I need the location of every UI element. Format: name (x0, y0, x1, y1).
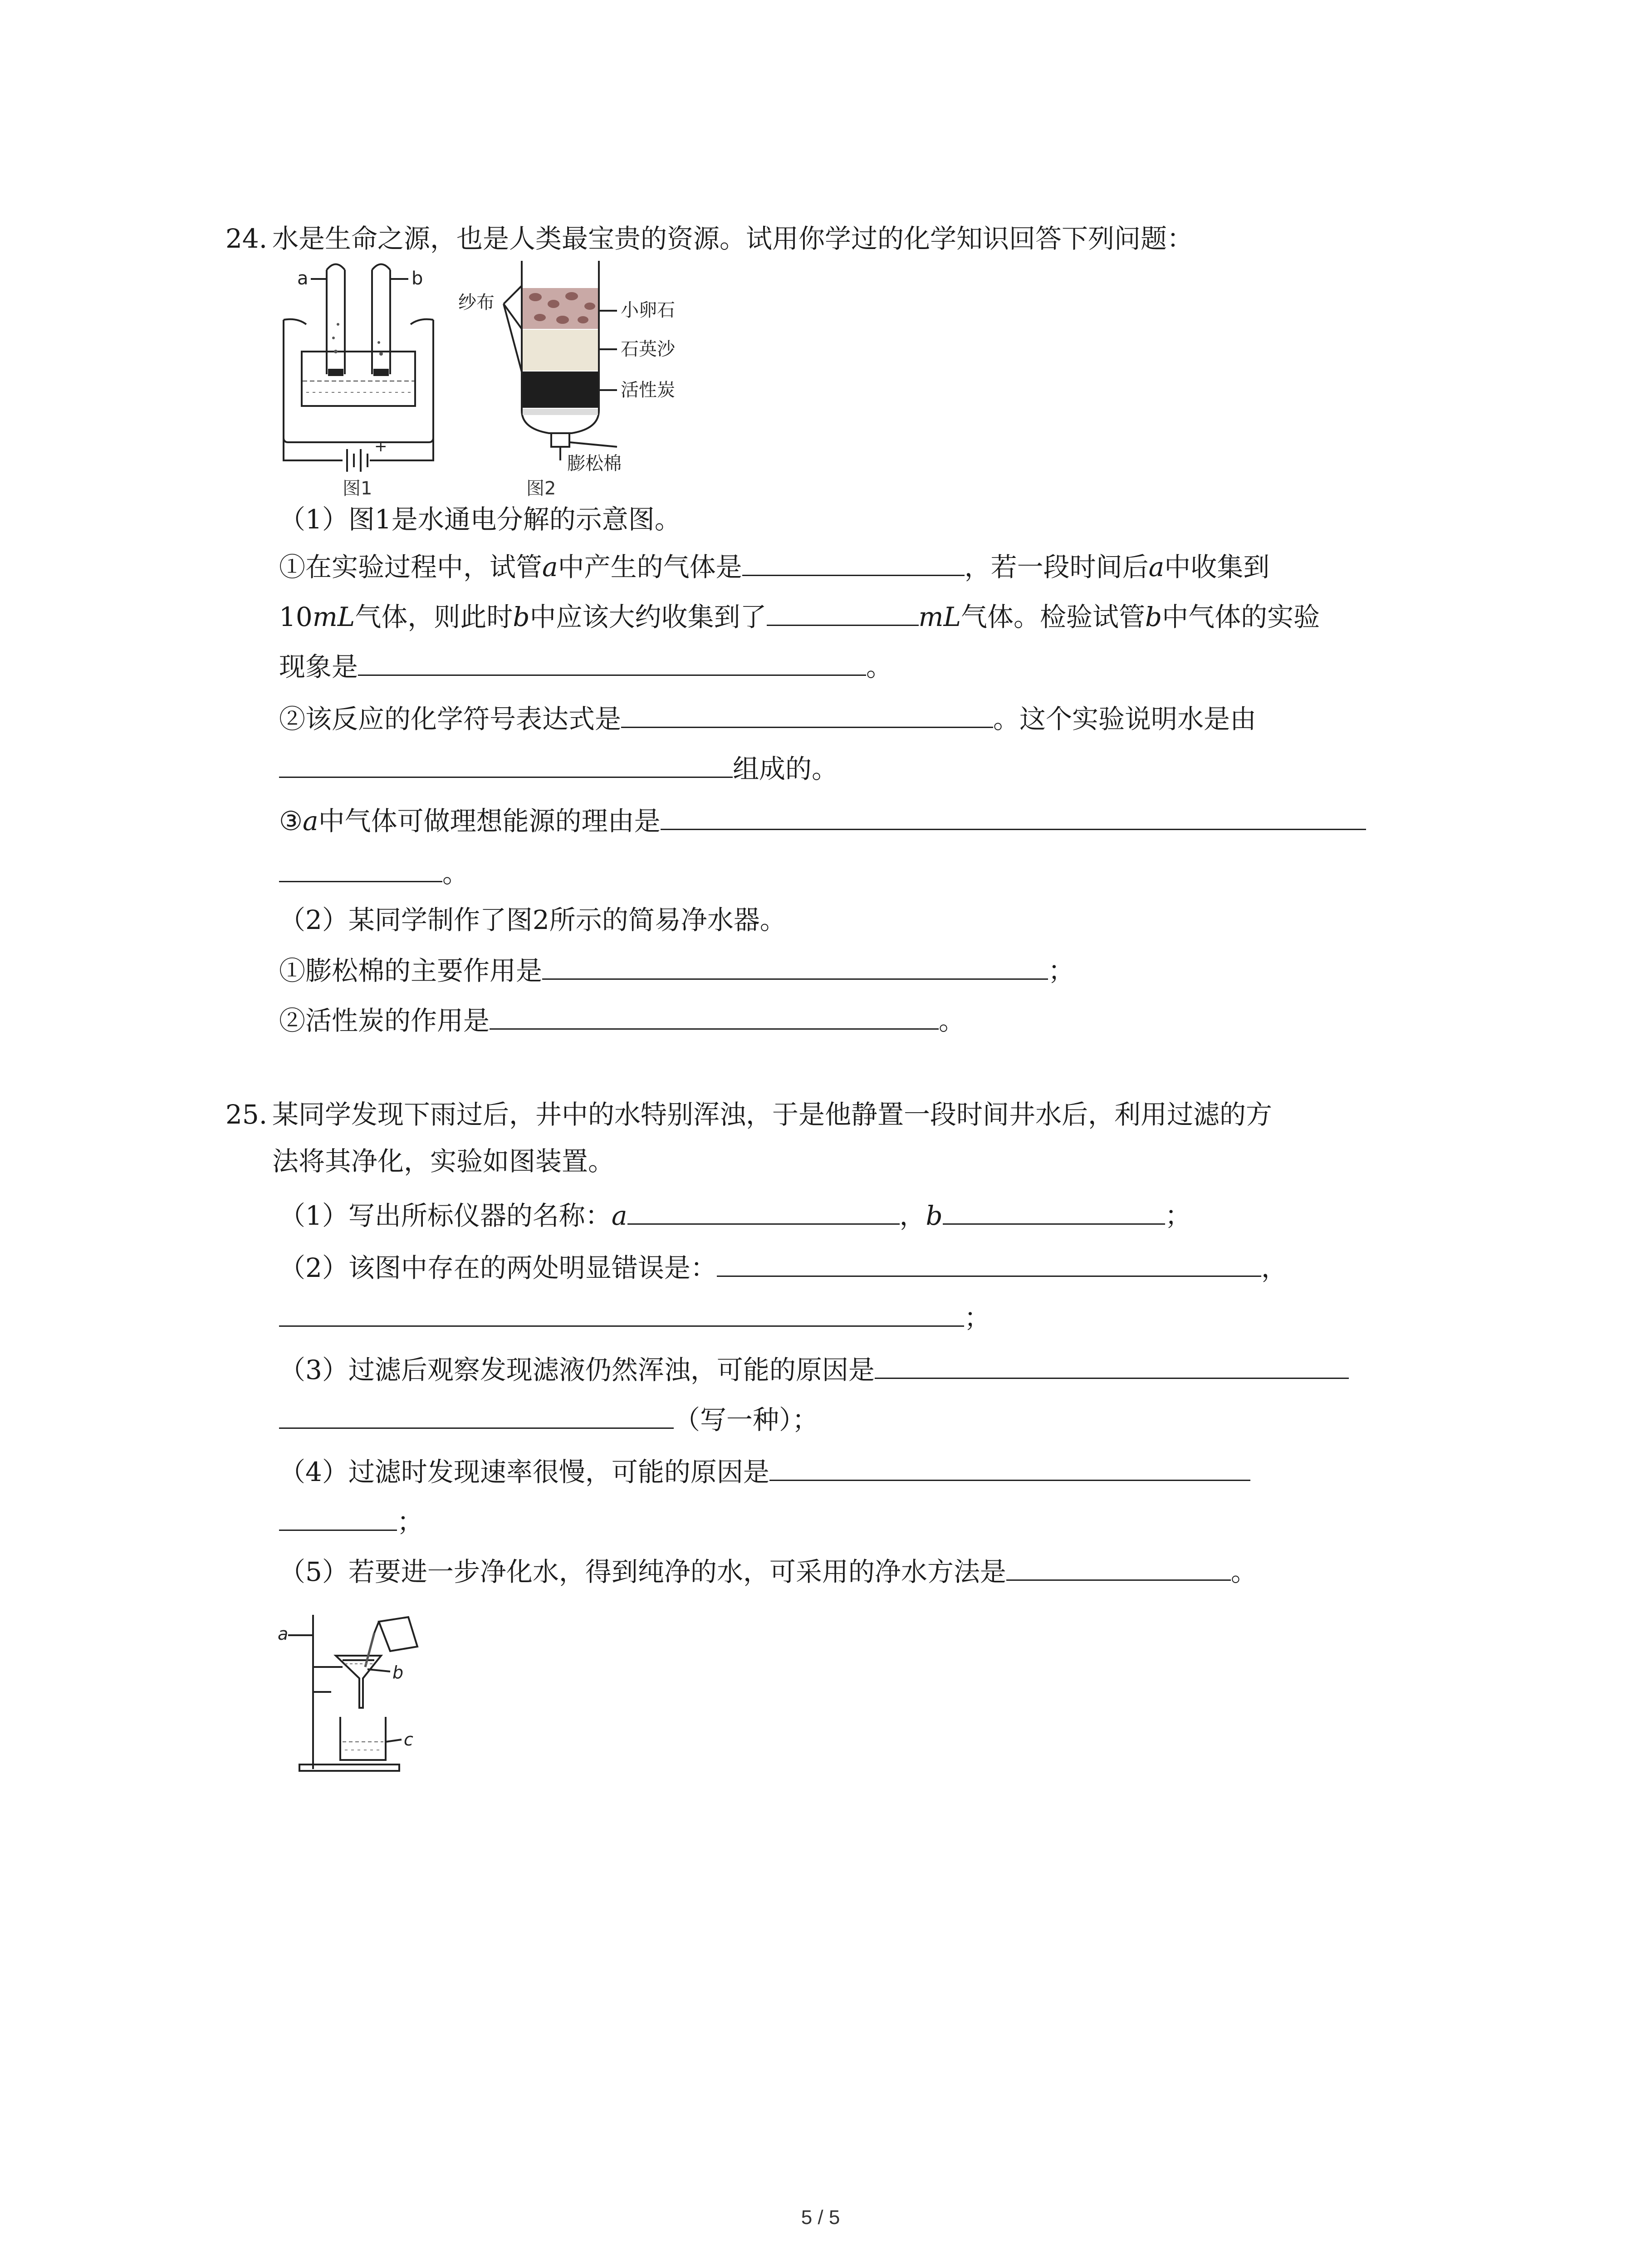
text: ①膨松棉的主要作用是 (279, 955, 543, 986)
answer-blank-slow-reason-cont[interactable] (279, 1501, 397, 1531)
fig1-label-a: a (297, 268, 309, 289)
text: ①在实验过程中，试管 (279, 552, 543, 582)
var-a: a (611, 1200, 627, 1231)
text: （3）过滤后观察发现滤液仍然浑浊，可能的原因是 (279, 1354, 875, 1385)
text: 10 (279, 601, 313, 632)
page-number: 5 / 5 (801, 2206, 840, 2229)
q25-stem-1: 某同学发现下雨过后，井中的水特别浑浊，于是他静置一段时间井水后，利用过滤的方 (272, 1099, 1273, 1130)
purifier-figure (458, 261, 694, 497)
q25-number: 25. (225, 1099, 268, 1130)
text: （2）该图中存在的两处明显错误是： (279, 1252, 717, 1283)
answer-blank-carbon[interactable] (490, 1000, 939, 1030)
text: ； (1048, 955, 1075, 986)
q25-sub2-cont (279, 1297, 990, 1336)
filtration-label-a: a (278, 1624, 289, 1644)
answer-blank-phenomenon[interactable] (358, 646, 866, 676)
text: ， (899, 1200, 926, 1231)
text: 中收集到 (1164, 552, 1270, 582)
q24-line2 (279, 596, 1320, 635)
filtration-label-b: b (392, 1662, 404, 1682)
q24-part1: （1）图1是水通电分解的示意图。 (279, 504, 681, 535)
var-a: a (542, 552, 558, 582)
answer-blank-instrument-b[interactable] (943, 1195, 1165, 1225)
q25-sub1 (279, 1195, 1191, 1234)
answer-blank-error-1[interactable] (717, 1247, 1261, 1277)
text: ③ (279, 806, 303, 836)
text: （1）写出所标仪器的名称： (279, 1200, 612, 1231)
fig2-quartz: 石英沙 (621, 339, 675, 360)
q24-line5 (279, 748, 838, 787)
fig2-carbon: 活性炭 (621, 380, 675, 401)
fig1-caption: 图1 (343, 478, 372, 497)
text: （5）若要进一步净化水，得到纯净的水，可采用的净水方法是 (279, 1556, 1006, 1587)
text: ； (964, 1302, 991, 1333)
text: ； (397, 1506, 424, 1537)
text: 中气体的实验 (1162, 601, 1320, 632)
answer-blank-purify-method[interactable] (1006, 1551, 1231, 1581)
text: 中产生的气体是 (558, 552, 742, 582)
q24-line9 (279, 1000, 965, 1039)
q24-line7 (279, 853, 469, 891)
text: ，若一段时间后 (964, 552, 1149, 582)
var-b: b (926, 1200, 943, 1231)
q24-number: 24. (225, 223, 268, 254)
q25-stem-2: 法将其净化，实验如图装置。 (272, 1146, 615, 1177)
q25-sub4 (279, 1452, 1250, 1490)
text: 。 (442, 858, 469, 889)
text: ②活性炭的作用是 (279, 1005, 490, 1036)
fig2-pebbles: 小卵石 (621, 300, 675, 321)
q24-line3 (279, 646, 892, 685)
answer-blank-reason[interactable] (661, 801, 1366, 830)
text: ， (1261, 1252, 1288, 1283)
answer-blank-turbid-reason[interactable] (875, 1349, 1349, 1379)
fig2-gauze: 纱布 (458, 292, 495, 313)
fig1-label-b: b (411, 268, 423, 289)
text: 气体。检验试管 (961, 601, 1146, 632)
q25-sub2 (279, 1247, 1288, 1286)
text: 。 (1230, 1556, 1257, 1587)
text: 。这个实验说明水是由 (993, 704, 1257, 734)
answer-blank-gas-a[interactable] (742, 547, 965, 576)
fig2-caption: 图2 (526, 478, 556, 497)
text: ②该反应的化学符号表达式是 (279, 704, 622, 734)
filtration-label-c: c (404, 1730, 413, 1750)
electrolysis-figure (279, 261, 442, 497)
q25-sub5 (279, 1551, 1257, 1590)
answer-blank-composition[interactable] (279, 748, 733, 778)
answer-blank-slow-reason[interactable] (769, 1452, 1250, 1481)
text: 气体，则此时 (355, 601, 513, 632)
fig2-cotton: 膨松棉 (567, 453, 622, 474)
var-a: a (303, 806, 318, 836)
answer-blank-error-2[interactable] (279, 1297, 964, 1327)
text: 。 (866, 651, 893, 682)
text: ； (1165, 1200, 1191, 1231)
q25-sub3 (279, 1349, 1349, 1388)
q24-line8 (279, 950, 1074, 989)
answer-blank-volume-b[interactable] (767, 596, 919, 626)
text: （4）过滤时发现速率很慢，可能的原因是 (279, 1457, 769, 1487)
text: （写一种）； (674, 1404, 819, 1435)
fig1-plus: + (374, 437, 387, 455)
text: 现象是 (279, 651, 358, 682)
q24-stem: 水是生命之源，也是人类最宝贵的资源。试用你学过的化学知识回答下列问题： (272, 223, 1194, 254)
q25-sub4-cont (279, 1501, 423, 1540)
q24-part2: （2）某同学制作了图2所示的简易净水器。 (279, 904, 786, 935)
answer-blank-instrument-a[interactable] (627, 1195, 900, 1225)
answer-blank-turbid-reason-cont[interactable] (279, 1399, 674, 1429)
var-b: b (1145, 601, 1162, 632)
text: 中气体可做理想能源的理由是 (318, 806, 661, 836)
text: 。 (939, 1005, 965, 1036)
filtration-figure (277, 1597, 467, 1778)
answer-blank-equation[interactable] (621, 699, 993, 728)
q24-line4 (279, 699, 1256, 737)
text: 中应该大约收集到了 (529, 601, 767, 632)
unit: mL (312, 601, 355, 632)
answer-blank-reason-cont[interactable] (279, 853, 442, 882)
answer-blank-cotton[interactable] (542, 950, 1048, 980)
text: 组成的。 (733, 753, 838, 784)
unit: mL (918, 601, 961, 632)
var-b: b (513, 601, 530, 632)
var-a: a (1148, 552, 1165, 582)
q24-line1 (279, 547, 1269, 585)
q25-sub3-cont (279, 1399, 818, 1438)
q24-line6 (279, 801, 1366, 839)
